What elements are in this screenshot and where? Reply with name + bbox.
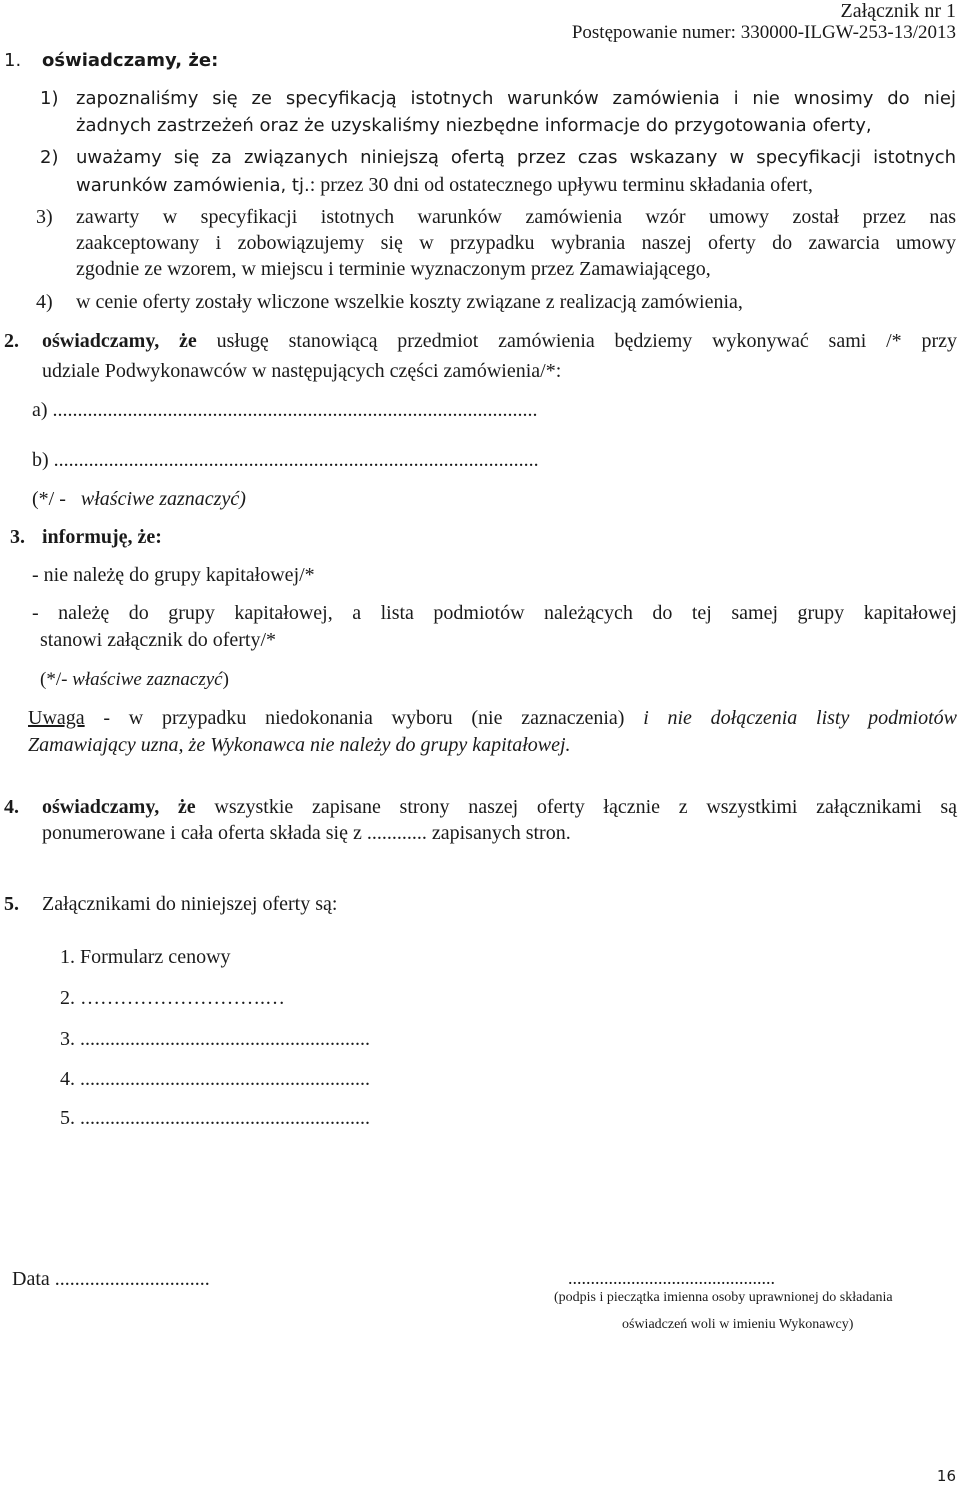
warning-italic-1: i nie dołączenia listy podmiotów	[643, 707, 957, 729]
item-4-number: 4)	[36, 291, 53, 313]
section-3-note-prefix: (*/-	[40, 669, 68, 690]
section-4-line-1	[42, 796, 957, 819]
item-2-line-2-start: warunków zamówienia, tj.	[76, 175, 310, 196]
section-2-note-prefix: (*/ -	[32, 488, 66, 510]
section-4-text: wszystkie zapisane strony naszej oferty łącznie z wszystkimi załącznikami są	[214, 796, 957, 818]
warning-text: - w przypadku niedokonania wyboru (nie zaznaczenia)	[84, 707, 625, 729]
section-1-number: 1.	[4, 50, 22, 71]
attachment-item-5: 5. ..........................................................	[60, 1107, 370, 1129]
capital-group-option-2-line-1: - należę do grupy kapitałowej, a lista podmiotów należących do tej samej grupy kapitałowej	[32, 602, 957, 624]
section-3-title: informuję, że:	[42, 526, 162, 548]
item-3-line-3: zgodnie ze wzorem, w miejscu i terminie wyznaczonym przez Zamawiającego,	[76, 258, 711, 280]
item-3-line-2: zaakceptowany i zobowiązujemy się w przypadku wybrania naszej oferty do zawarcia umowy	[76, 232, 956, 254]
section-2-line-1	[42, 330, 957, 353]
section-4-bold: oświadczamy, że	[42, 796, 196, 818]
section-1-title: oświadczamy, że:	[42, 50, 219, 71]
item-3-line-1: zawarty w specyfikacji istotnych warunków zamówienia wzór umowy został przez nas	[76, 206, 956, 228]
section-3-note-text: właściwe zaznaczyć	[72, 669, 223, 690]
attachment-label: Załącznik nr 1	[840, 0, 956, 22]
section-3-note-suffix: )	[222, 669, 229, 690]
capital-group-option-2-line-2: stanowi załącznik do oferty/*	[40, 629, 277, 651]
attachment-item-1: 1. Formularz cenowy	[60, 946, 231, 968]
item-2-line-1: uważamy się za związanych niniejszą ofertą przez czas wskazany w specyfikacji istotnych	[76, 147, 956, 168]
signature-dots: ..............................................	[568, 1268, 775, 1288]
item-3-number: 3)	[36, 206, 53, 228]
item-1-number: 1)	[40, 88, 59, 109]
procedure-number: Postępowanie numer: 330000-ILGW-253-13/2013	[571, 22, 956, 43]
subcontractor-line-b: b) .................................................................................................	[32, 449, 539, 471]
item-1-line-2: żadnych zastrzeżeń oraz że uzyskaliśmy niezbędne informacje do przygotowania oferty,	[76, 115, 872, 136]
section-3-number: 3.	[10, 526, 25, 548]
warning-label: Uwaga	[28, 707, 85, 729]
section-2-bold: oświadczamy, że	[42, 330, 197, 352]
item-4-line-1: w cenie oferty zostały wliczone wszelkie koszty związane z realizacją zamówienia,	[76, 291, 743, 313]
item-2-line-2-end: : przez 30 dni od ostatecznego upływu terminu składania ofert,	[309, 174, 813, 196]
signature-caption-line-1: (podpis i pieczątka imienna osoby uprawnionej do składania	[554, 1290, 893, 1305]
section-5-number: 5.	[4, 893, 19, 915]
section-2-text: usługę stanowiącą przedmiot zamówienia będziemy wykonywać sami /* przy	[216, 330, 958, 352]
section-4-line-2: ponumerowane i cała oferta składa się z ............ zapisanych stron.	[42, 822, 571, 844]
section-2-number: 2.	[4, 330, 19, 352]
section-4-number: 4.	[4, 796, 19, 818]
item-2-line-2	[76, 174, 813, 197]
section-2-line-2: udziale Podwykonawców w następujących części zamówienia/*:	[42, 360, 562, 382]
date-field: Data ...............................	[12, 1268, 210, 1290]
warning-line-1	[28, 707, 957, 730]
page-number: 16	[936, 1467, 956, 1485]
item-1-line-1: zapoznaliśmy się ze specyfikacją istotnych warunków zamówienia i nie wnosimy do niej	[76, 88, 956, 109]
capital-group-option-1: - nie należę do grupy kapitałowej/*	[32, 564, 315, 586]
attachment-item-3: 3. ..........................................................	[60, 1028, 370, 1050]
warning-line-2: Zamawiający uzna, że Wykonawca nie należy do grupy kapitałowej.	[28, 734, 571, 756]
section-2-note-text: właściwe zaznaczyć)	[80, 488, 246, 510]
subcontractor-line-a: a) .................................................................................................	[32, 399, 538, 421]
attachment-item-2: 2. ……………………….…	[60, 987, 285, 1009]
attachment-item-4: 4. ..........................................................	[60, 1068, 370, 1090]
section-2-note	[32, 488, 246, 511]
item-2-number: 2)	[40, 147, 59, 168]
signature-caption-line-2: oświadczeń woli w imieniu Wykonawcy)	[622, 1317, 854, 1332]
section-5-title: Załącznikami do niniejszej oferty są:	[42, 893, 338, 915]
section-3-note	[40, 669, 229, 691]
